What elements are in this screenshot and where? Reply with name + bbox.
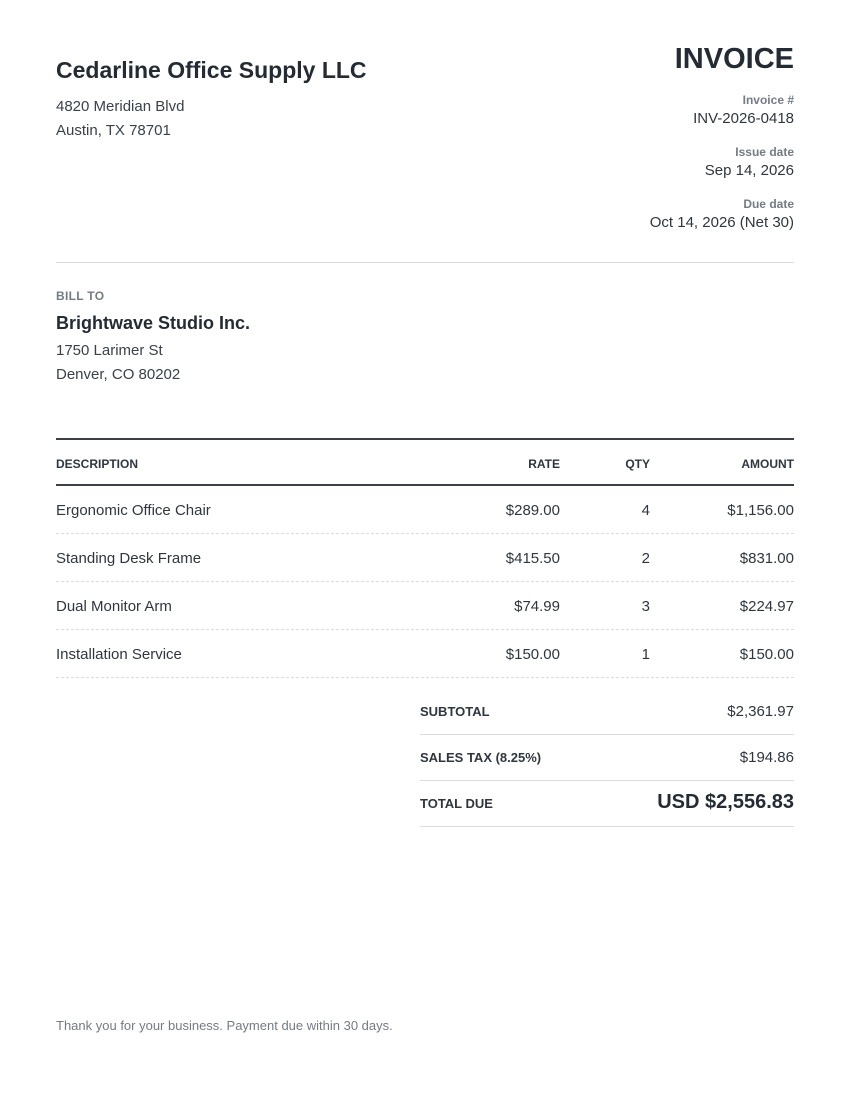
table-header xyxy=(56,438,794,486)
bill-to-address-line1: 1750 Larimer St xyxy=(56,342,163,359)
item-qty: 1 xyxy=(641,646,650,663)
invoice-number: INV-2026-0418 xyxy=(693,110,794,127)
item-description: Standing Desk Frame xyxy=(56,550,202,567)
column-header-rate: RATE xyxy=(528,457,560,471)
total-due-value: USD $2,556.83 xyxy=(657,791,794,813)
seller-address-line1: 4820 Meridian Blvd xyxy=(56,98,185,115)
tax-value: $194.86 xyxy=(739,749,794,766)
item-description: Ergonomic Office Chair xyxy=(56,502,211,519)
item-rate: $150.00 xyxy=(505,646,560,663)
tax-label: SALES TAX (8.25%) xyxy=(420,750,542,765)
table-row xyxy=(56,486,794,534)
total-due-row xyxy=(420,781,794,827)
invoice-title: INVOICE xyxy=(674,43,794,75)
total-due-label: TOTAL DUE xyxy=(420,796,493,811)
item-amount: $224.97 xyxy=(739,598,794,615)
table-row xyxy=(56,534,794,582)
item-amount: $150.00 xyxy=(739,646,794,663)
bill-to-address-line2: Denver, CO 80202 xyxy=(56,366,181,383)
item-rate: $289.00 xyxy=(505,502,560,519)
item-qty: 2 xyxy=(641,550,650,567)
invoice-number-label: Invoice # xyxy=(742,93,794,107)
item-description: Installation Service xyxy=(56,646,182,663)
table-row xyxy=(56,630,794,678)
item-rate: $74.99 xyxy=(514,598,560,615)
tax-row xyxy=(420,735,794,781)
column-header-description: DESCRIPTION xyxy=(56,457,139,471)
subtotal-label: SUBTOTAL xyxy=(420,704,490,719)
bill-to-label: BILL TO xyxy=(56,289,105,303)
issue-date: Sep 14, 2026 xyxy=(704,162,794,179)
seller-name: Cedarline Office Supply LLC xyxy=(56,57,367,83)
subtotal-value: $2,361.97 xyxy=(727,703,794,720)
issue-date-label: Issue date xyxy=(735,145,794,159)
item-amount: $1,156.00 xyxy=(727,502,794,519)
due-date: Oct 14, 2026 (Net 30) xyxy=(649,214,794,231)
footer-note: Thank you for your business. Payment due within 30 days. xyxy=(56,1018,393,1033)
table-row xyxy=(56,582,794,630)
totals-block xyxy=(420,689,794,827)
bill-to-name: Brightwave Studio Inc. xyxy=(56,313,251,333)
item-amount: $831.00 xyxy=(739,550,794,567)
line-items-table xyxy=(56,438,794,678)
invoice-header xyxy=(56,0,794,263)
due-date-label: Due date xyxy=(743,197,794,211)
subtotal-row xyxy=(420,689,794,735)
item-description: Dual Monitor Arm xyxy=(56,598,172,615)
item-qty: 3 xyxy=(641,598,650,615)
column-header-qty: QTY xyxy=(625,457,650,471)
item-qty: 4 xyxy=(641,502,650,519)
seller-address-line2: Austin, TX 78701 xyxy=(56,122,171,139)
column-header-amount: AMOUNT xyxy=(741,457,794,471)
invoice-page xyxy=(56,0,794,1100)
item-rate: $415.50 xyxy=(505,550,560,567)
